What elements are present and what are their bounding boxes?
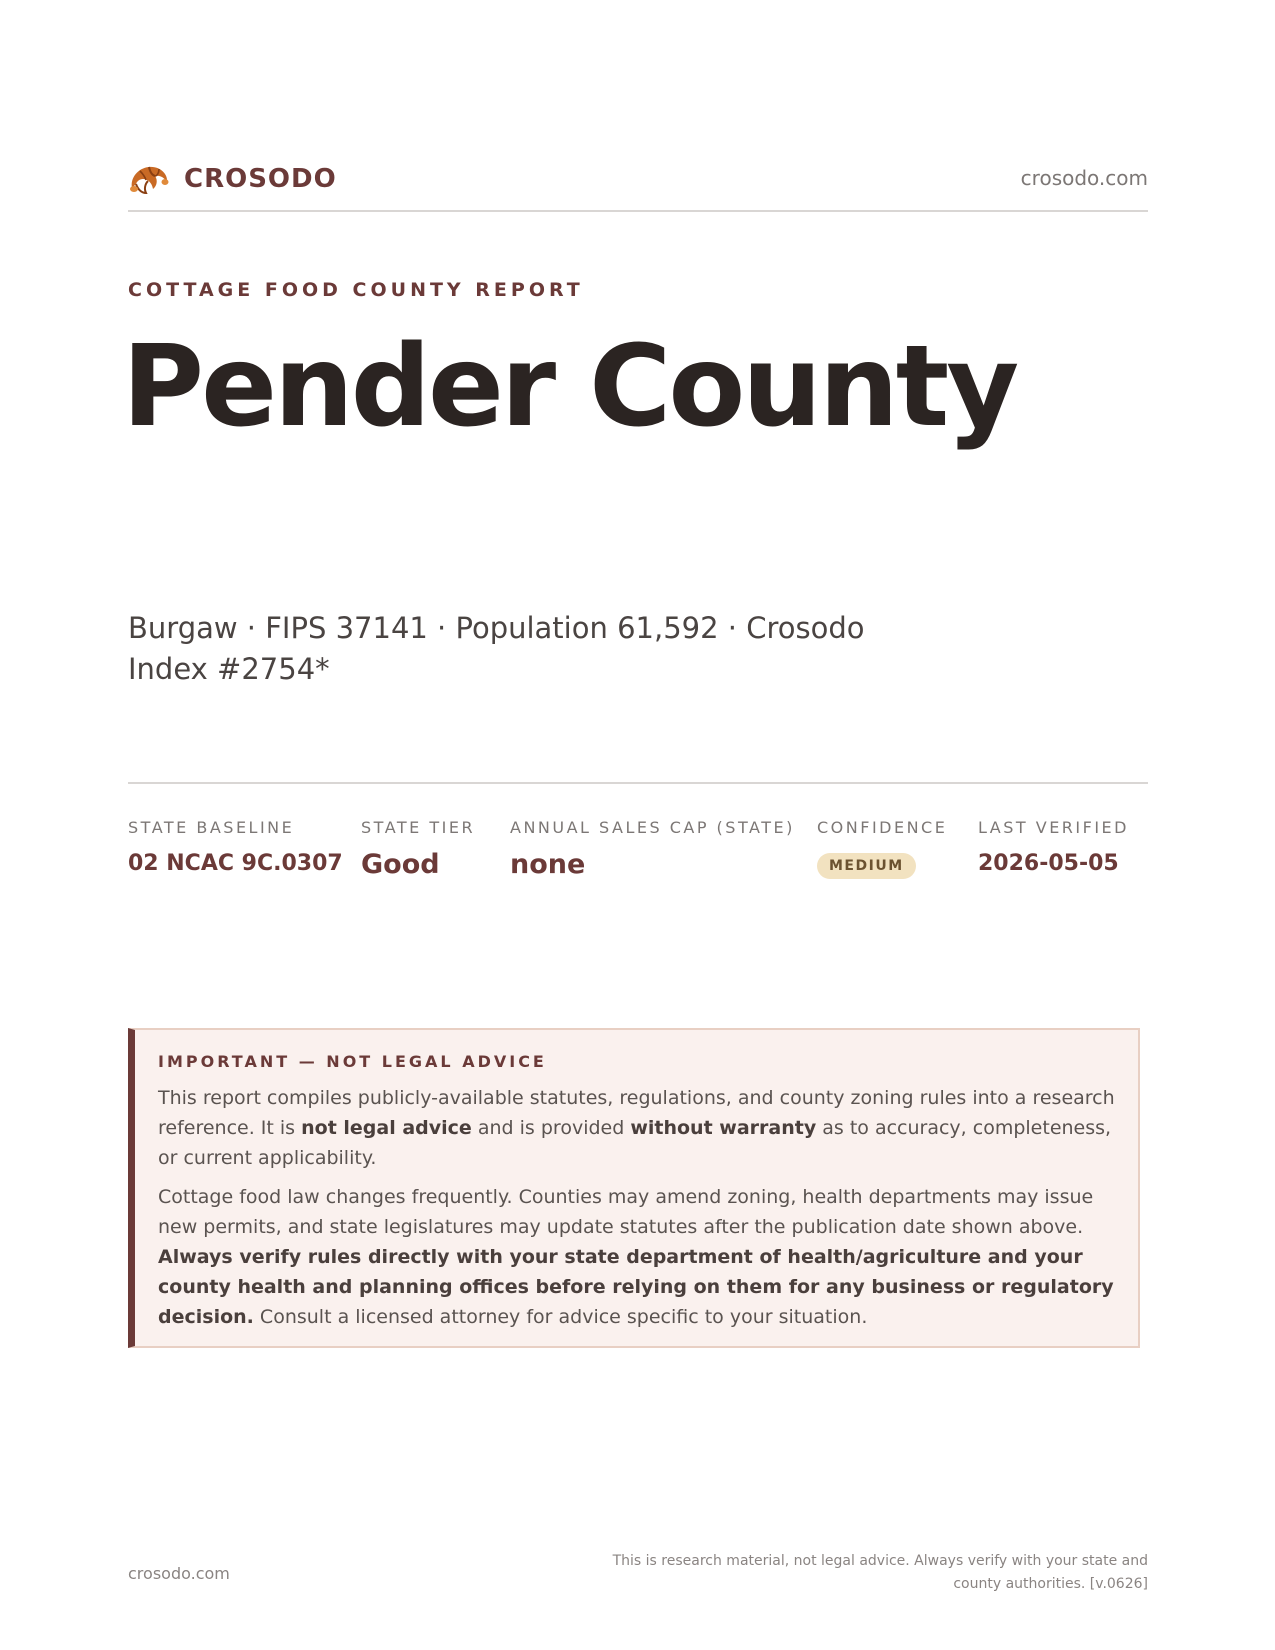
page-header [128,156,1148,212]
site-url-link[interactable]: crosodo.com [1020,166,1148,190]
notice-title: IMPORTANT — NOT LEGAL ADVICE [158,1052,547,1071]
stat-annual-sales-cap [510,818,795,880]
croissant-icon [128,160,170,198]
stats-row [128,782,1148,880]
footer-site-url[interactable]: crosodo.com [128,1564,230,1583]
stat-value: 2026-05-05 [978,851,1119,876]
footer-disclaimer: This is research material, not legal advice. Always verify with your state and county authorities. [v.0626] [612,1553,1148,1592]
stat-value: Good [361,849,440,880]
notice-paragraph-1: This report compiles publicly-available statutes, regulations, and county zoning rules into a research reference. It is not legal advice and is provided without warranty as to accuracy, completeness, or current applicability. [158,1087,1115,1169]
legal-notice [128,1028,1140,1348]
stat-label: CONFIDENCE [817,818,948,837]
stat-state-tier [361,818,475,880]
brand[interactable] [128,160,337,198]
report-page [122,0,1148,1650]
stat-label: LAST VERIFIED [978,818,1129,837]
stat-label: STATE TIER [361,818,476,837]
report-eyebrow: COTTAGE FOOD COUNTY REPORT [128,279,584,301]
stat-label: STATE BASELINE [128,818,295,837]
confidence-badge: MEDIUM [817,853,916,879]
brand-name: CROSODO [184,164,337,194]
stat-value: none [510,849,586,880]
stat-confidence [817,818,947,879]
stat-last-verified [978,818,1129,876]
page-title: Pender County [122,322,1017,452]
stat-value: 02 NCAC 9C.0307 [128,851,343,876]
stat-state-baseline [128,818,343,876]
notice-paragraph-2: Cottage food law changes frequently. Counties may amend zoning, health departments may issue new permits, and state legislatures may update statutes after the publication date shown above. Always verify rules directly with your state department of health/agriculture and your county health and planning offices before relying on them for any business or regulatory decision. Consult a licensed attorney for advice specific to your situation. [158,1186,1114,1328]
county-subtitle: Burgaw · FIPS 37141 · Population 61,592 · Crosodo Index #2754* [128,611,865,686]
stat-label: ANNUAL SALES CAP (STATE) [510,818,795,837]
